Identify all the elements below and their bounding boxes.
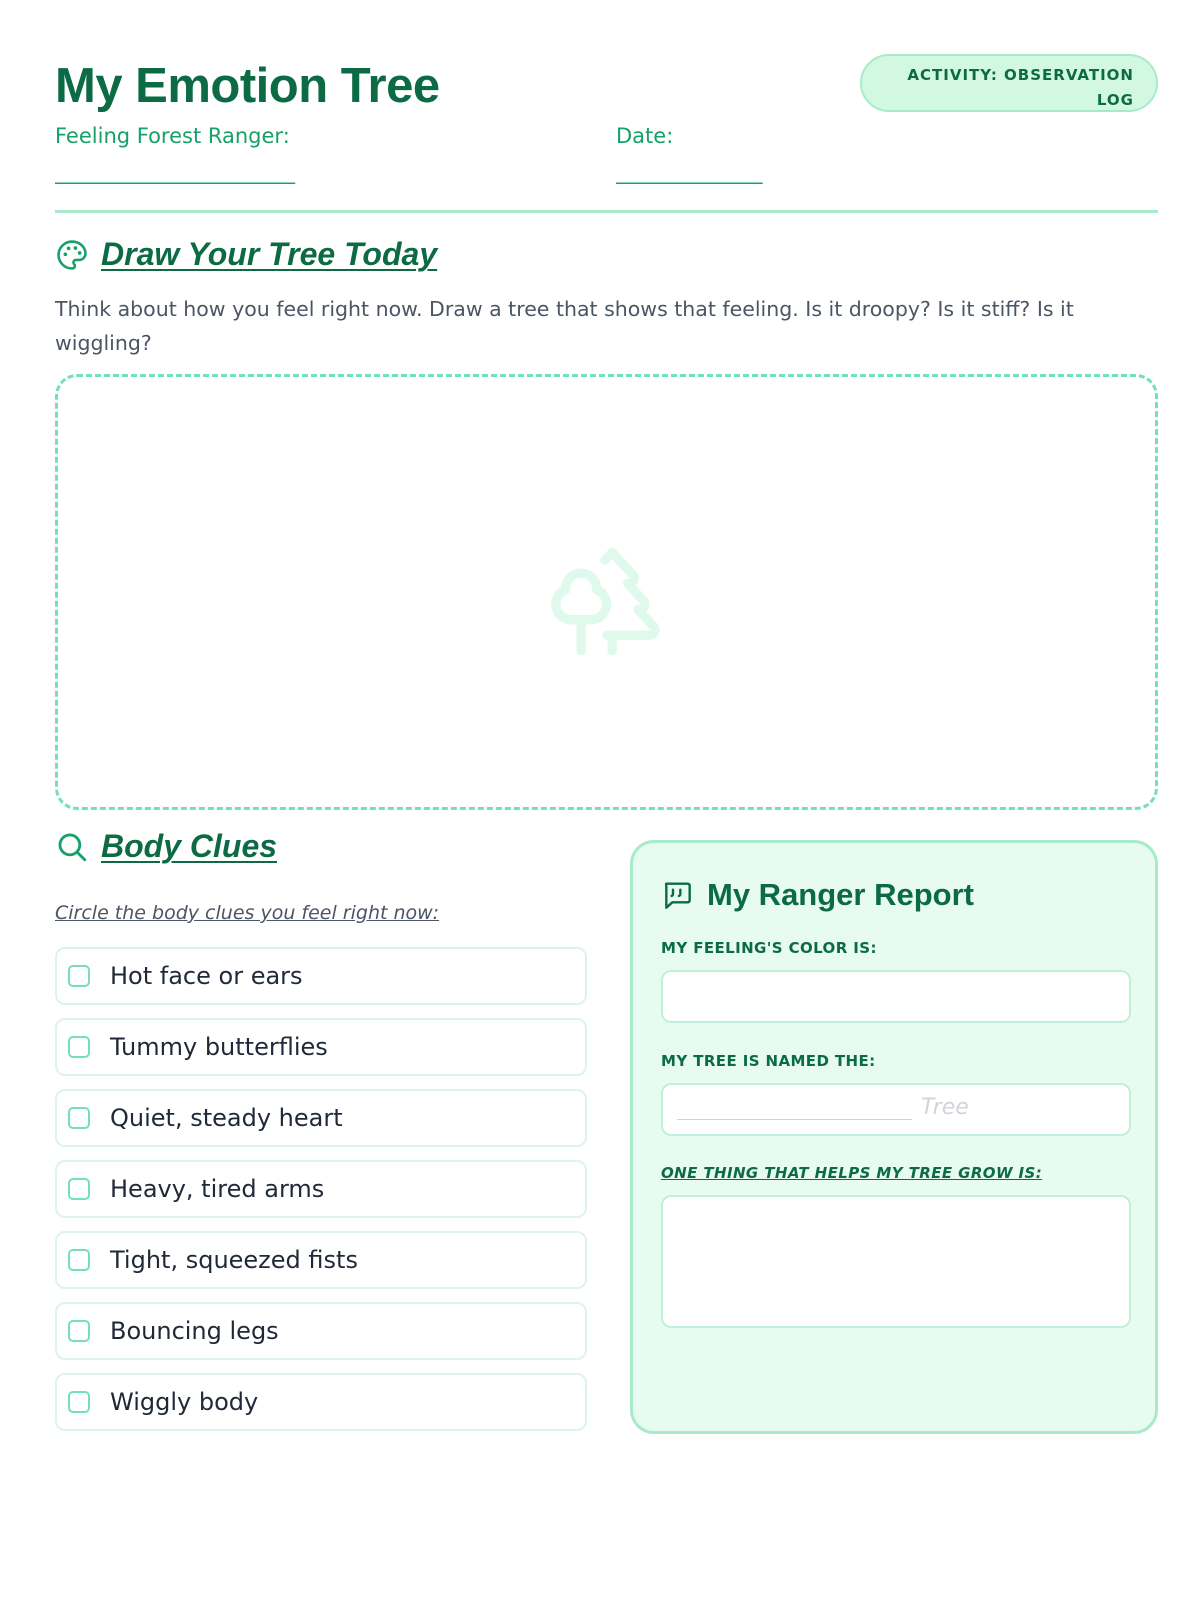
report-title: My Ranger Report [707,877,974,912]
checkbox[interactable] [68,1320,90,1342]
clue-label: Heavy, tired arms [110,1175,325,1203]
palette-icon [55,238,89,272]
clue-item[interactable] [55,1160,587,1218]
checkbox[interactable] [68,1036,90,1058]
page-title: My Emotion Tree [55,59,440,113]
draw-section-title: Draw Your Tree Today [101,236,438,272]
grow-input[interactable] [661,1195,1131,1328]
body-clues-list [55,947,587,1444]
ranger-name-blank[interactable]: ____________________________ [55,160,293,184]
clue-item[interactable] [55,1089,587,1147]
draw-instructions: Think about how you feel right now. Draw a tree that shows that feeling. Is it droopy? Is it stiff? Is it wiggling? [55,297,1074,355]
drawing-area[interactable] [55,374,1158,810]
clue-item[interactable] [55,947,587,1005]
date-label: Date: [616,124,674,148]
clue-label: Tummy butterflies [110,1033,328,1061]
search-icon [55,830,89,864]
clue-label: Tight, squeezed fists [110,1246,358,1274]
ranger-report-card [630,840,1158,1434]
feeling-color-input[interactable] [661,970,1131,1023]
badge-line-1: ACTIVITY: OBSERVATION [907,66,1134,84]
ranger-name-label: Feeling Forest Ranger: [55,124,290,148]
badge-line-2: LOG [1096,91,1134,109]
clue-item[interactable] [55,1018,587,1076]
date-blank[interactable]: _________________ [616,160,761,184]
checkbox[interactable] [68,1249,90,1271]
clue-label: Bouncing legs [110,1317,279,1345]
tree-name-label: MY TREE IS NAMED THE: [661,1052,876,1070]
feeling-color-label: MY FEELING'S COLOR IS: [661,939,877,957]
checkbox[interactable] [68,1178,90,1200]
draw-section-heading [55,236,437,273]
clue-item[interactable] [55,1373,587,1431]
body-clues-heading [55,828,277,865]
clue-item[interactable] [55,1231,587,1289]
checkbox[interactable] [68,1107,90,1129]
checkbox[interactable] [68,965,90,987]
body-clues-title: Body Clues [101,828,278,864]
checkbox[interactable] [68,1391,90,1413]
grow-label: ONE THING THAT HELPS MY TREE GROW IS: [661,1164,1043,1182]
tree-name-input[interactable] [661,1083,1131,1136]
trees-icon [545,537,669,661]
clue-label: Wiggly body [110,1388,259,1416]
clue-item[interactable] [55,1302,587,1360]
clue-label: Quiet, steady heart [110,1104,343,1132]
tree-name-blank [677,1099,912,1120]
tree-name-suffix: Tree [921,1095,969,1120]
header-divider [55,210,1158,213]
quote-message-icon [661,879,693,911]
activity-badge [860,54,1158,112]
body-clues-instruction: Circle the body clues you feel right now: [55,902,440,924]
report-heading [661,877,974,913]
clue-label: Hot face or ears [110,962,303,990]
